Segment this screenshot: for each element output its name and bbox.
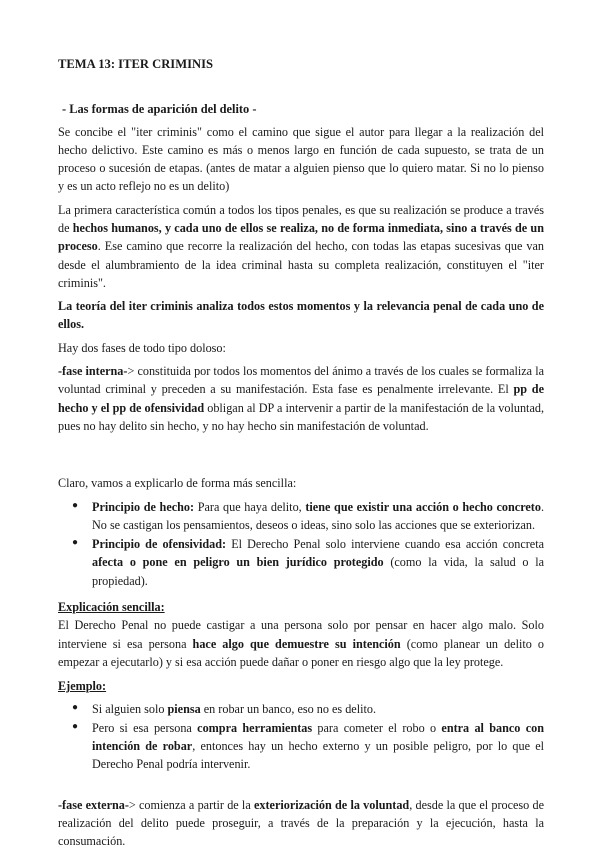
spacer bbox=[58, 782, 544, 796]
explanation-heading bbox=[58, 598, 544, 616]
text-span: La primera característica común a todos los tipos penales, es que su realización se produce a través de bbox=[58, 202, 544, 235]
text-span: . No se castigan los pensamientos, deseos o ideas, sino solo las acciones que se exteriorizan. bbox=[92, 499, 544, 532]
bullet-icon: ● bbox=[72, 537, 79, 549]
paragraph-theory: La teoría del iter criminis analiza todos estos momentos y la relevancia penal de cada uno de ellos. bbox=[58, 299, 544, 332]
bold-span: entra al banco con intención de robar bbox=[92, 720, 544, 754]
text-span: El Derecho Penal no puede castigar a una persona solo por pensar en hacer algo malo. Solo interviene si esa persona bbox=[58, 618, 544, 651]
text-span: Si alguien solo bbox=[92, 701, 168, 716]
phase-label: -fase externa- bbox=[58, 797, 129, 812]
list-item bbox=[72, 700, 544, 718]
bold-span: pp de hecho y el pp de ofensividad bbox=[58, 382, 544, 415]
text-span: para cometer el robo o bbox=[312, 720, 442, 735]
heading-text: Ejemplo: bbox=[58, 679, 107, 694]
text-span: , entonces hay un hecho externo y un posible peligro, por lo que el Derecho Penal podría intervenir. bbox=[92, 739, 544, 772]
text-span: > constituida por todos los momentos del ánimo a través de los cuales se formaliza la voluntad criminal y preceden a su manifestación. Esta fase es penalmente irrelevante. El bbox=[58, 364, 544, 397]
text-span: obligan al DP a intervenir a partir de la manifestación de la voluntad, pues no hay delito sin hecho, y no hay hecho sin manifestación de voluntad. bbox=[58, 400, 544, 433]
bullet-icon: ● bbox=[72, 701, 79, 713]
example-heading bbox=[58, 677, 544, 695]
bold-span: exteriorización de la voluntad bbox=[253, 797, 410, 812]
bold-span: compra herramientas bbox=[197, 720, 313, 735]
paragraph-external-phase bbox=[58, 796, 544, 851]
heading-text: Explicación sencilla: bbox=[58, 600, 165, 615]
text-span: , desde la que el proceso de realización del delito puede proseguir, a través de la preparación y la ejecución, hasta la consumación. bbox=[58, 797, 544, 849]
text-span: Para que haya delito, bbox=[194, 499, 306, 514]
text-span: > comienza a partir de la bbox=[128, 797, 254, 812]
bold-span: hace algo que demuestre su intención bbox=[192, 636, 401, 651]
bullet-icon: ● bbox=[72, 720, 79, 732]
paragraph-internal-phase bbox=[58, 362, 544, 435]
section-heading: - Las formas de aparición del delito - bbox=[62, 101, 257, 116]
principles-list bbox=[58, 498, 544, 590]
paragraph-simpler: Claro, vamos a explicarlo de forma más sencilla: bbox=[58, 476, 297, 491]
list-item bbox=[72, 535, 545, 590]
list-item bbox=[72, 719, 544, 774]
principle-label: Principio de hecho: bbox=[92, 499, 195, 514]
bold-span: hechos humanos, y cada uno de ellos se realiza, no de forma inmediata, sino a través de un proceso bbox=[58, 220, 544, 254]
principle-label: Principio de ofensividad: bbox=[92, 537, 227, 552]
text-span: . Ese camino que recorre la realización del hecho, con todas las etapas sucesivas que van desde el alumbramiento de la idea criminal hasta su completa realización, constituyen el "iter criminis". bbox=[58, 239, 544, 290]
text-span: en robar un banco, eso no es delito. bbox=[200, 701, 377, 716]
bold-span: piensa bbox=[167, 701, 201, 716]
bold-span: afecta o pone en peligro un bien jurídico protegido bbox=[92, 555, 384, 570]
spacer bbox=[58, 440, 544, 474]
text-span: El Derecho Penal solo interviene cuando esa acción concreta bbox=[226, 537, 544, 552]
bold-span: tiene que existir una acción o hecho concreto bbox=[305, 499, 541, 514]
list-item bbox=[72, 498, 544, 535]
phase-label: -fase interna- bbox=[58, 364, 128, 379]
paragraph-intro: Se concibe el "iter criminis" como el camino que sigue el autor para llegar a la realización del hecho delictivo. Este camino es más o menos largo en función de cada supuesto, se trata de un proceso o sucesión de etapas. (antes de matar a alguien pienso que lo quiero matar. Si no lo pienso y es un acto reflejo no es un delito) bbox=[58, 124, 544, 194]
text-span: (como la vida, la salud o la propiedad). bbox=[92, 555, 545, 588]
paragraph-two-phases: Hay dos fases de todo tipo doloso: bbox=[58, 340, 226, 355]
page-title: TEMA 13: ITER CRIMINIS bbox=[58, 57, 213, 71]
paragraph-explanation bbox=[58, 616, 544, 671]
text-span: Pero si esa persona bbox=[92, 720, 198, 735]
text-span: (como planear un delito o empezar a ejecutarlo) y si esa acción puede dañar o poner en riesgo algo que la ley protege. bbox=[58, 636, 544, 669]
paragraph-first-characteristic bbox=[58, 201, 544, 292]
example-list bbox=[58, 700, 544, 774]
bullet-icon: ● bbox=[72, 499, 79, 511]
